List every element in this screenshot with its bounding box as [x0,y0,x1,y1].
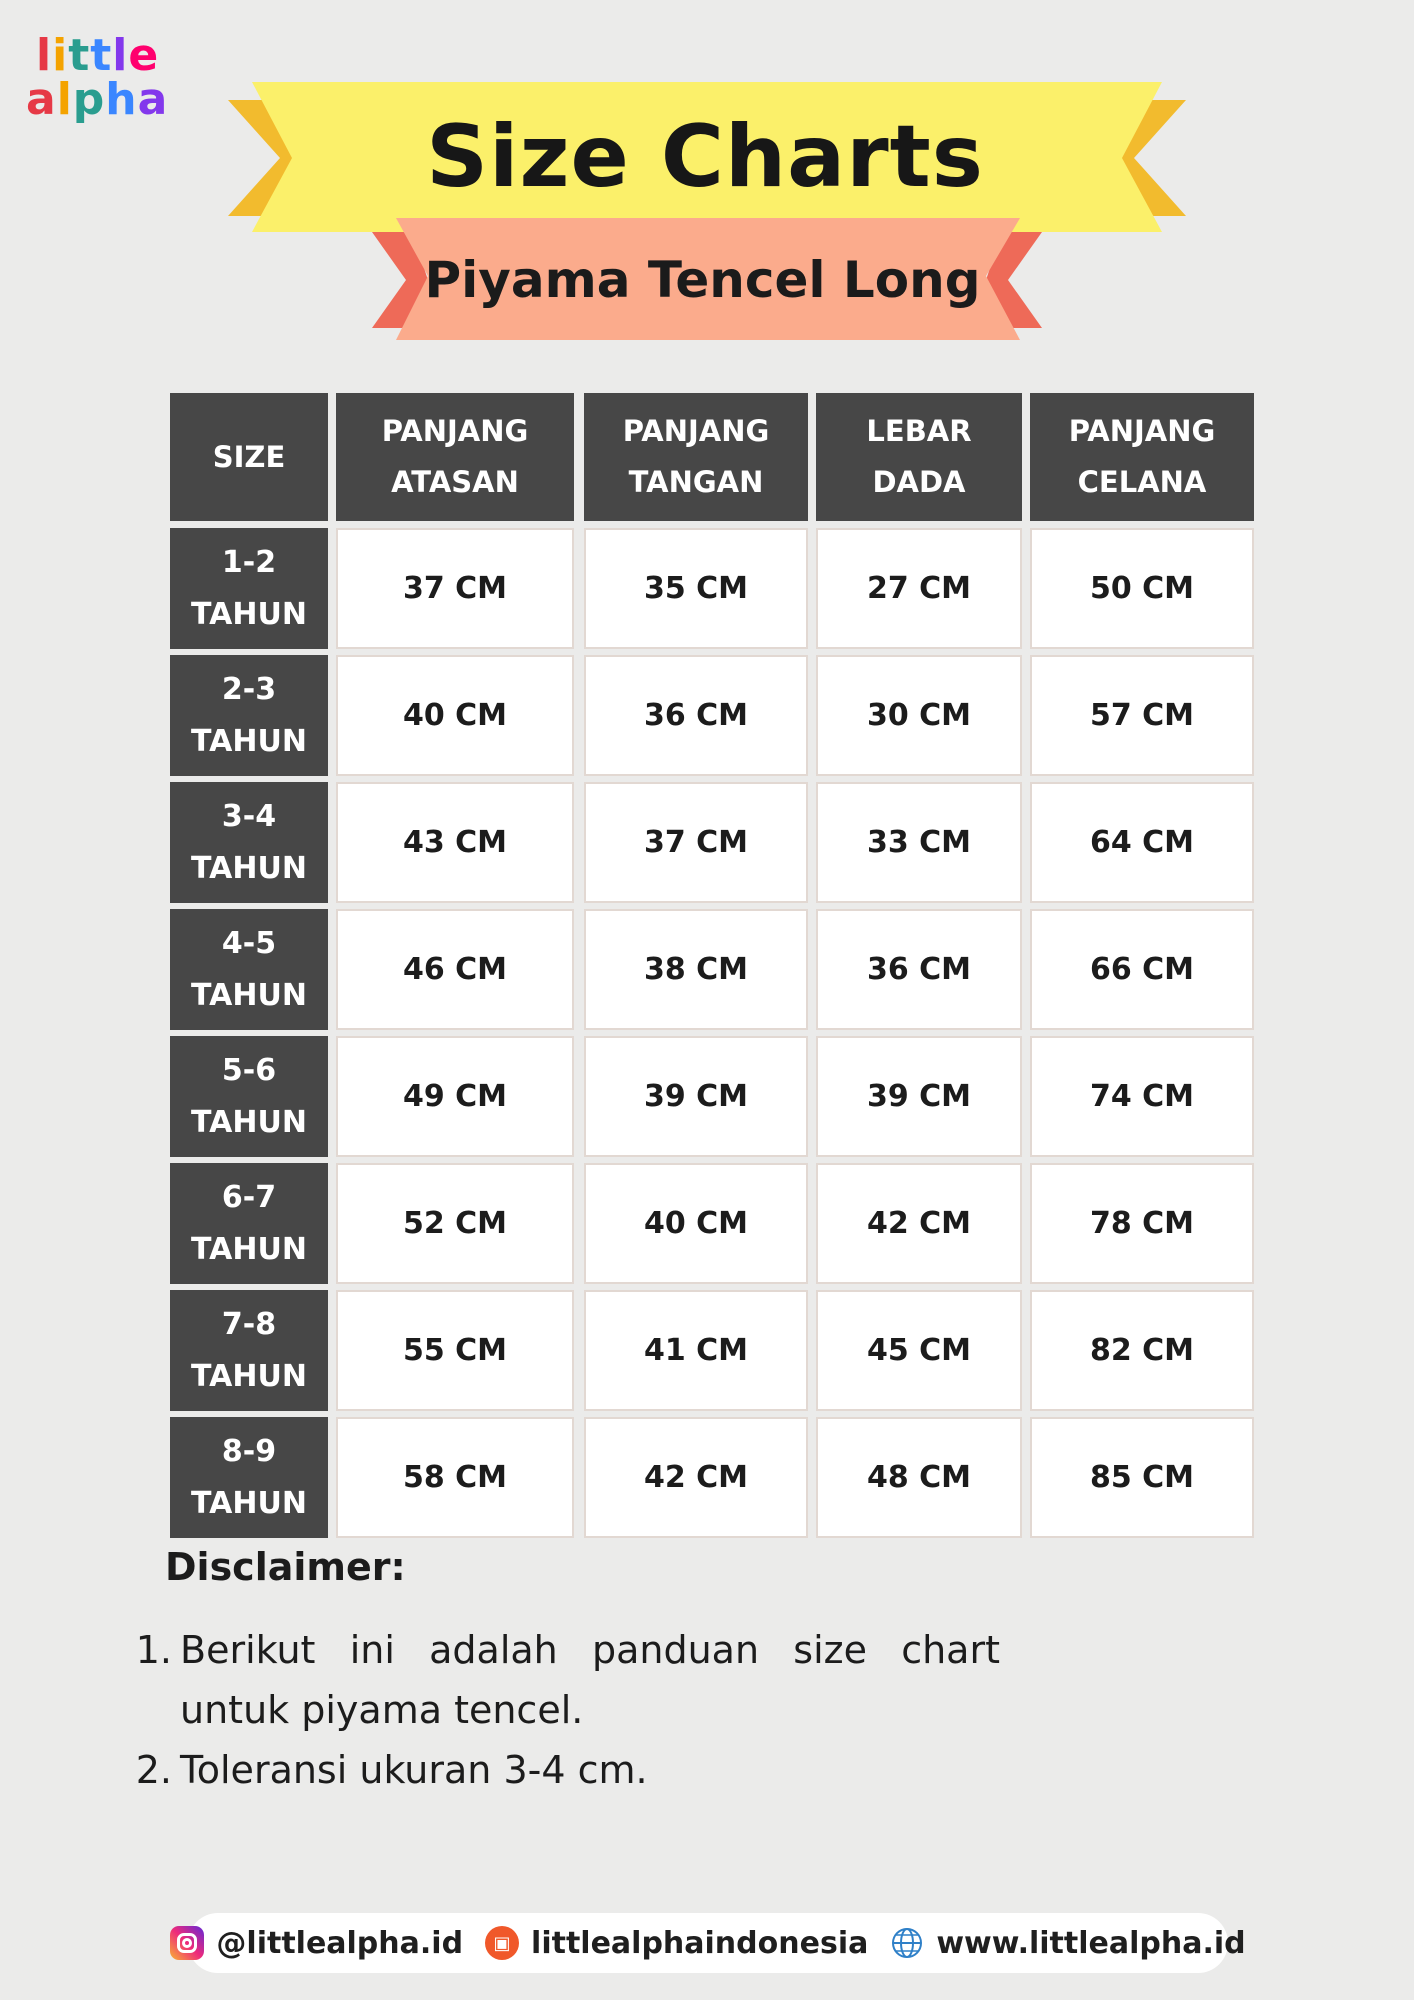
measurement-cell: 41 CM [584,1290,808,1411]
measurement-cell: 33 CM [816,782,1022,903]
size-label-line: 2-3 [221,671,277,707]
measurement-cell: 36 CM [816,909,1022,1030]
size-label-line: TAHUN [191,1485,307,1521]
measurement-cell: 40 CM [336,655,574,776]
measurement-cell: 55 CM [336,1290,574,1411]
disclaimer-item-text [180,1620,1000,1740]
measurement-cell: 42 CM [584,1417,808,1538]
size-label-cell [170,1417,328,1538]
shop-name: littlealphaindonesia [531,1925,869,1961]
measurement-cell: 46 CM [336,909,574,1030]
column-header [1030,393,1254,521]
column-header-line: TANGAN [628,465,764,499]
measurement-cell: 50 CM [1030,528,1254,649]
measurement-cell: 43 CM [336,782,574,903]
measurement-cell: 64 CM [1030,782,1254,903]
globe-icon [890,1926,924,1960]
measurement-cell: 35 CM [584,528,808,649]
disclaimer-item [128,1740,968,1800]
column-header [336,393,574,521]
logo-letter: t [68,30,91,81]
logo-letter: h [105,74,138,125]
column-header-line: PANJANG [622,414,770,448]
column-header-line: SIZE [212,439,286,474]
column-header-line: PANJANG [381,414,529,448]
size-label-line: TAHUN [191,1104,307,1140]
measurement-cell: 58 CM [336,1417,574,1538]
measurement-cell: 42 CM [816,1163,1022,1284]
logo-letter: l [112,30,129,81]
size-label-line: 1-2 [221,544,277,580]
logo-letter: e [128,30,160,81]
size-label-cell [170,528,328,649]
measurement-cell: 27 CM [816,528,1022,649]
logo-letter: l [56,74,73,125]
measurement-cell: 39 CM [584,1036,808,1157]
size-label-line: 3-4 [221,798,277,834]
shopping-bag-icon: ▣ [485,1926,519,1960]
size-label-line: 4-5 [221,925,277,961]
logo-letter: l [36,30,53,81]
page-subtitle: Piyama Tencel Long [424,251,981,309]
measurement-cell: 40 CM [584,1163,808,1284]
disclaimer-item-number: 1. [135,1628,172,1672]
measurement-cell: 30 CM [816,655,1022,776]
measurement-cell: 48 CM [816,1417,1022,1538]
logo-letter: a [137,74,169,125]
disclaimer-title: Disclaimer: [165,1545,406,1589]
disclaimer-list [128,1620,1000,1800]
measurement-cell: 52 CM [336,1163,574,1284]
measurement-cell: 74 CM [1030,1036,1254,1157]
measurement-cell: 57 CM [1030,655,1254,776]
logo-letter: i [52,30,69,81]
disclaimer-line: Toleransi ukuran 3-4 cm. [180,1748,648,1792]
size-label-cell [170,782,328,903]
column-header-line: LEBAR DADA [866,414,972,499]
column-header-line: CELANA [1077,465,1207,499]
disclaimer-line: Berikut ini adalah panduan size chart [180,1628,1000,1672]
website-url: www.littlealpha.id [936,1925,1246,1961]
column-header [170,393,328,521]
size-label-line: 8-9 [221,1433,277,1469]
size-label-line: TAHUN [191,596,307,632]
website-link[interactable] [890,1926,1245,1961]
measurement-cell: 37 CM [584,782,808,903]
disclaimer-item [128,1620,1000,1740]
logo-letter: p [72,74,106,125]
size-label-line: 7-8 [221,1306,277,1342]
size-label-cell [170,655,328,776]
disclaimer-line: untuk piyama tencel. [180,1688,584,1732]
size-label-line: TAHUN [191,723,307,759]
measurement-cell: 78 CM [1030,1163,1254,1284]
size-label-cell [170,1290,328,1411]
instagram-link[interactable] [170,1926,463,1961]
measurement-cell: 38 CM [584,909,808,1030]
size-label-cell [170,1163,328,1284]
size-label-line: TAHUN [191,1231,307,1267]
shop-link[interactable] [485,1926,868,1961]
column-header [584,393,808,521]
instagram-handle: @littlealpha.id [216,1925,464,1961]
measurement-cell: 36 CM [584,655,808,776]
measurement-cell: 85 CM [1030,1417,1254,1538]
measurement-cell: 82 CM [1030,1290,1254,1411]
disclaimer-item-number: 2. [135,1748,172,1792]
size-label-cell [170,909,328,1030]
page-title: Size Charts [426,107,984,207]
disclaimer-item-text [180,1740,968,1800]
column-header-line: PANJANG [1068,414,1216,448]
measurement-cell: 39 CM [816,1036,1022,1157]
size-label-line: TAHUN [191,1358,307,1394]
contact-footer [188,1913,1246,1973]
measurement-cell: 45 CM [816,1290,1022,1411]
size-label-line: 6-7 [221,1179,277,1215]
measurement-cell: 66 CM [1030,909,1254,1030]
column-header-line: ATASAN [391,465,519,499]
column-header [816,393,1022,521]
size-label-cell [170,1036,328,1157]
logo-letter: a [26,74,57,125]
size-label-line: TAHUN [191,977,307,1013]
logo-letter: t [90,30,113,81]
measurement-cell: 49 CM [336,1036,574,1157]
size-label-line: TAHUN [191,850,307,886]
instagram-icon [170,1926,204,1960]
measurement-cell: 37 CM [336,528,574,649]
size-label-line: 5-6 [221,1052,277,1088]
